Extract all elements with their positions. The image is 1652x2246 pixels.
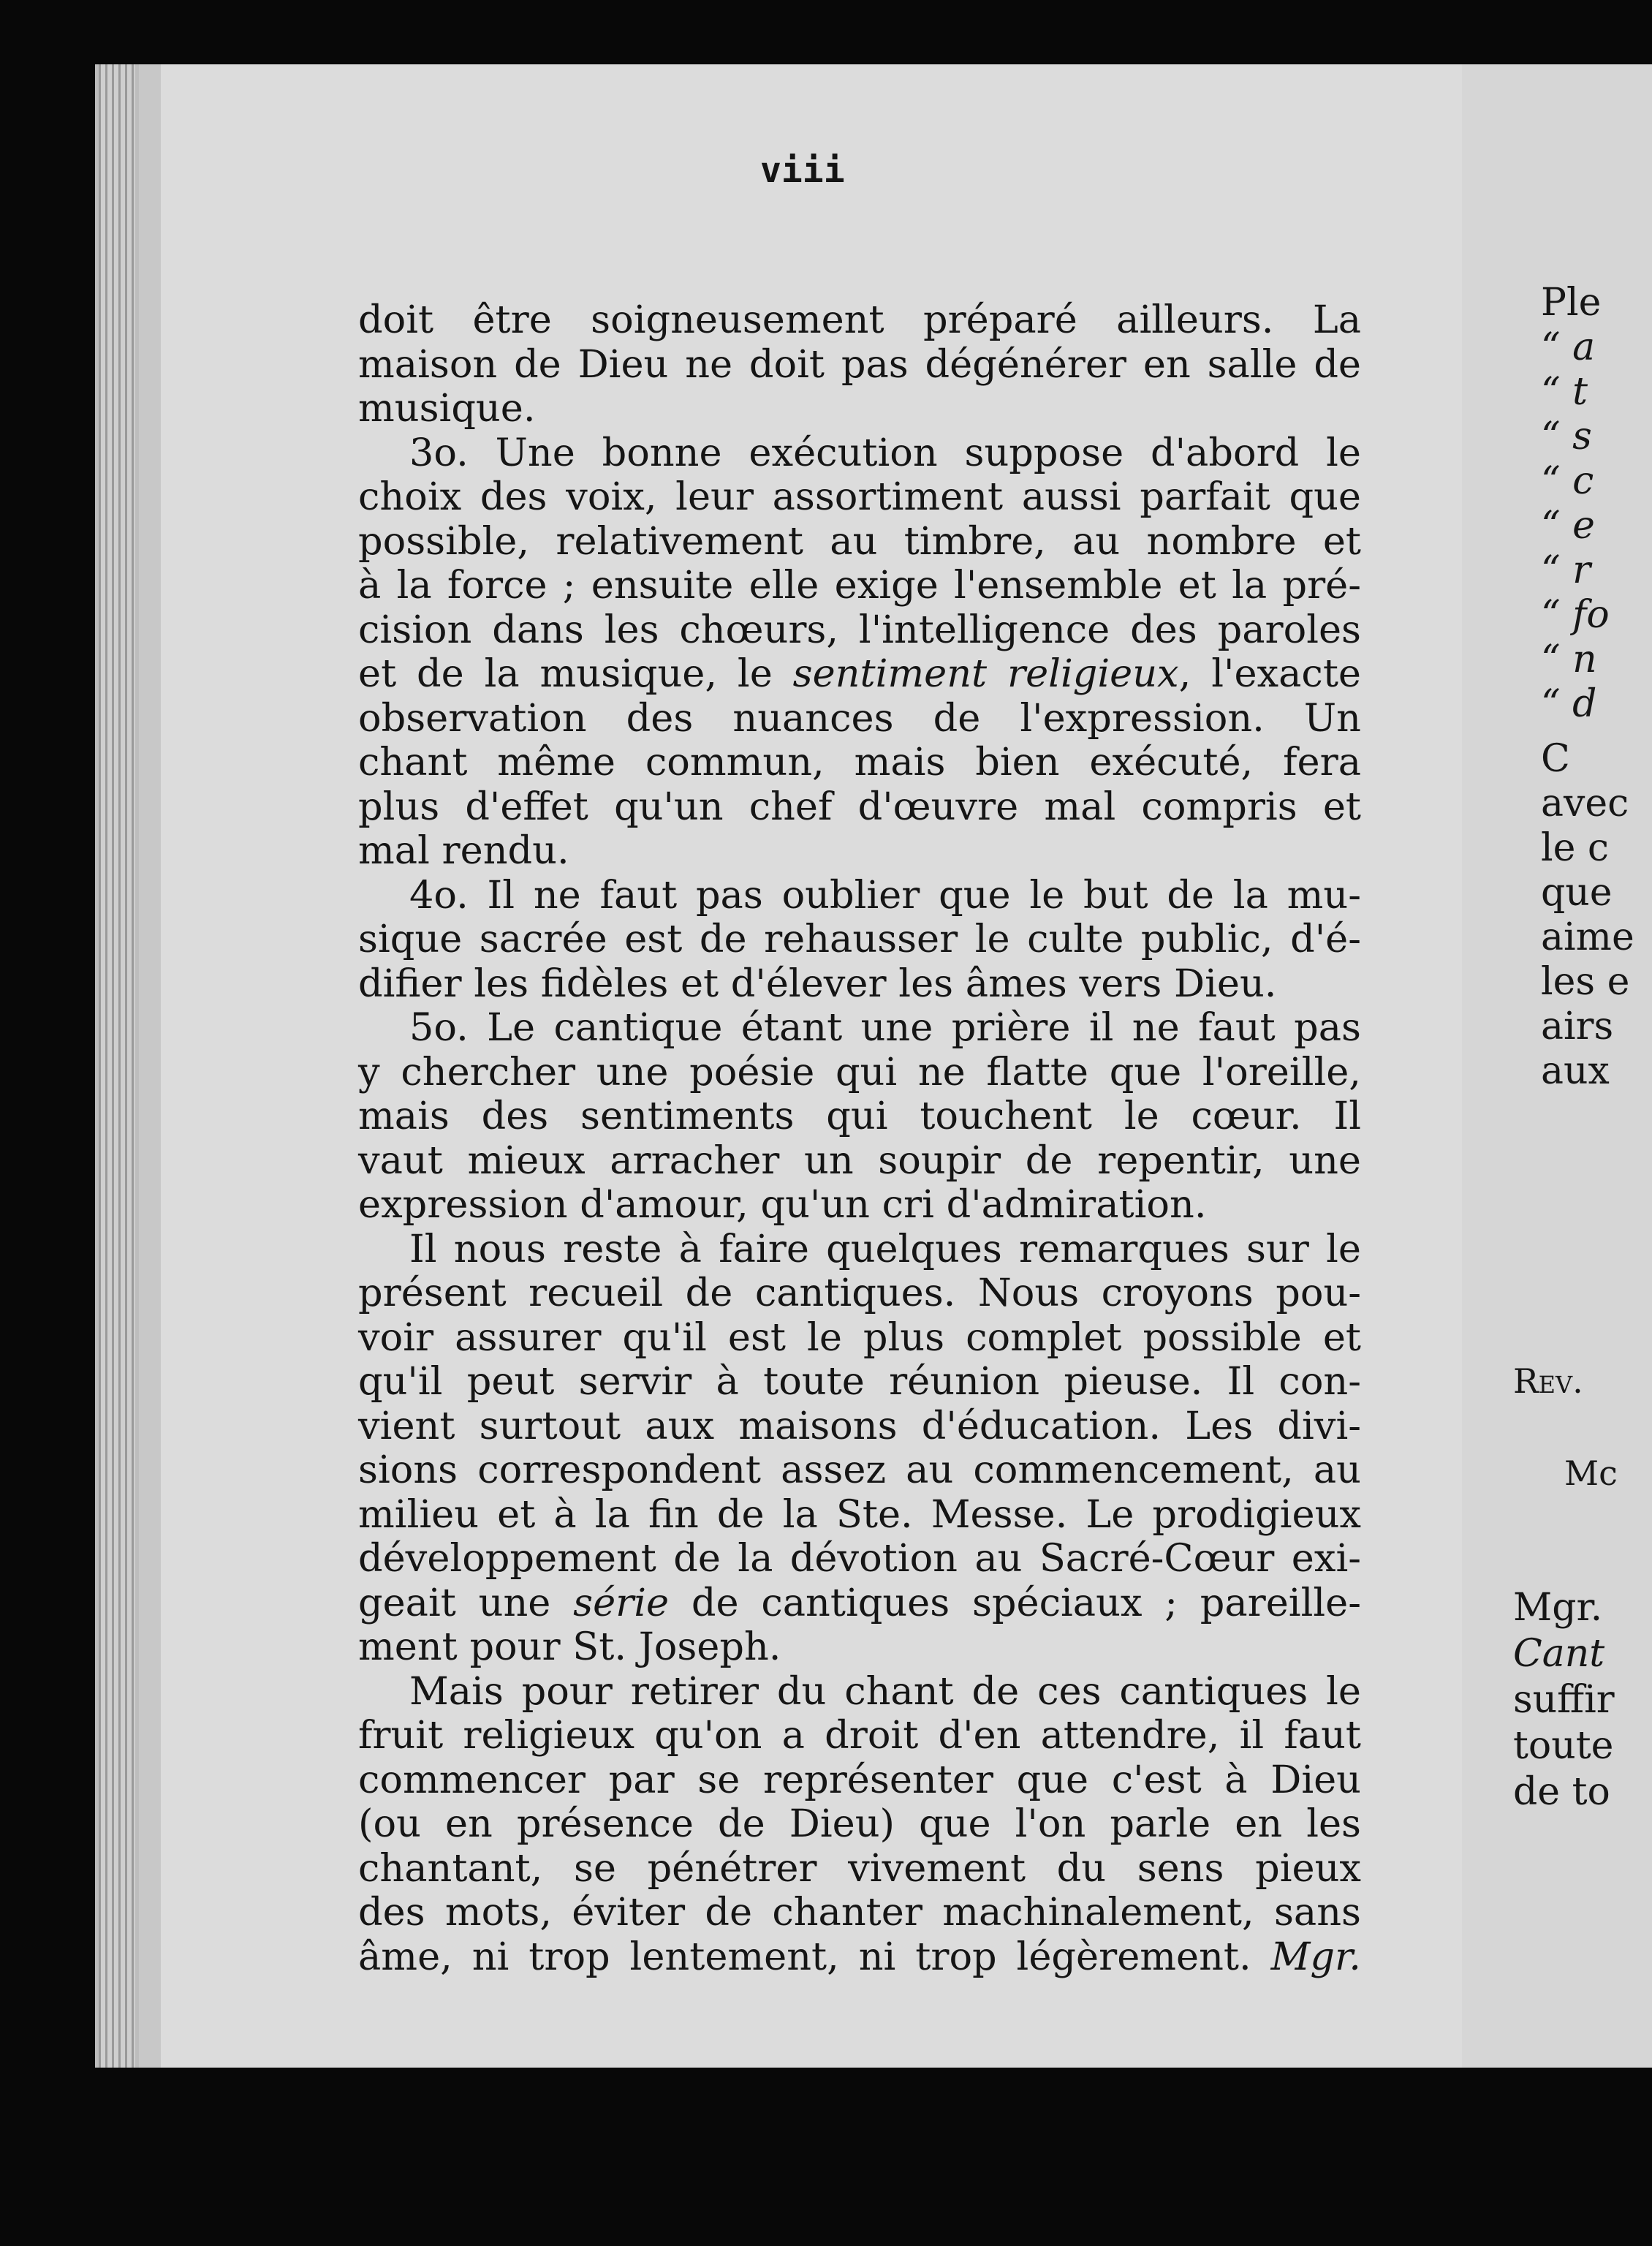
- right-page-bottom-lines: [1513, 1585, 1615, 1815]
- text-line: difier les fidèles et d'élever les âmes vers Dieu.: [358, 961, 1277, 1006]
- text-line: musique.: [358, 386, 536, 431]
- italic-phrase: série: [573, 1580, 670, 1625]
- right-page-line: avec: [1541, 782, 1629, 825]
- right-page-mc: Mc: [1564, 1453, 1618, 1493]
- text-line: commencer par se représenter que c'est à Dieu: [358, 1757, 1361, 1802]
- right-page-line: les e: [1541, 960, 1630, 1004]
- text-line: fruit religieux qu'on a droit d'en attendre, il faut: [358, 1713, 1361, 1758]
- right-page-line: C: [1541, 737, 1570, 781]
- text-line: Il nous reste à faire quelques remarques sur le: [409, 1226, 1361, 1271]
- text-line: voir assurer qu'il est le plus complet possible et: [358, 1315, 1361, 1360]
- right-page-line: le c: [1541, 826, 1610, 870]
- text-line: développement de la dévotion au Sacré-Cœur exi-: [358, 1536, 1361, 1581]
- text-line: 4o. Il ne faut pas oublier que le but de la mu-: [409, 872, 1361, 918]
- page-edge-lines: [99, 64, 135, 2068]
- right-page-line: “ fo: [1541, 593, 1610, 637]
- right-page-line: suffir: [1513, 1678, 1615, 1722]
- right-page-line: de to: [1513, 1770, 1610, 1814]
- text-line: des mots, éviter de chanter machinalement, sans: [358, 1890, 1361, 1935]
- text-line: et de la musique, le sentiment religieux, l'exacte: [358, 651, 1361, 696]
- right-page-line: toute: [1513, 1724, 1614, 1768]
- text-line: sions correspondent assez au commencement, au: [358, 1448, 1361, 1492]
- text-line: expression d'amour, qu'un cri d'admiration.: [358, 1182, 1207, 1227]
- italic-phrase: Mgr.: [1270, 1934, 1361, 1979]
- right-page-rev: Rev.: [1513, 1361, 1583, 1401]
- right-page-line: “ e: [1541, 504, 1595, 548]
- text-line: (ou en présence de Dieu) que l'on parle en les: [358, 1801, 1361, 1846]
- right-page-line: Cant: [1513, 1632, 1605, 1676]
- right-page-line: “ c: [1541, 459, 1594, 503]
- text-line: plus d'effet qu'un chef d'œuvre mal compris et: [358, 784, 1361, 829]
- text-line: sique sacrée est de rehausser le culte public, d'é-: [358, 917, 1361, 961]
- text-line: 5o. Le cantique étant une prière il ne faut pas: [409, 1005, 1361, 1050]
- text-line: vient surtout aux maisons d'éducation. Les divi-: [358, 1403, 1361, 1448]
- text-line: 3o. Une bonne exécution suppose d'abord le: [409, 430, 1361, 475]
- text-line: mais des sentiments qui touchent le cœur. Il: [358, 1094, 1361, 1138]
- text-line: geait une série de cantiques spéciaux ; pareille-: [358, 1580, 1361, 1625]
- text-line: observation des nuances de l'expression. Un: [358, 695, 1361, 741]
- text-line: présent recueil de cantiques. Nous croyons pou-: [358, 1271, 1361, 1315]
- text-line: à la force ; ensuite elle exige l'ensemble et la pré-: [358, 563, 1361, 608]
- right-page-line: “ t: [1541, 370, 1588, 414]
- text-line: Mais pour retirer du chant de ces cantiques le: [409, 1668, 1361, 1714]
- text-line: maison de Dieu ne doit pas dégénérer en salle de: [358, 341, 1361, 387]
- right-page-line: airs: [1541, 1005, 1614, 1048]
- text-line: qu'il peut servir à toute réunion pieuse. Il con-: [358, 1359, 1361, 1404]
- right-page-line: que: [1541, 871, 1613, 915]
- right-page-line: “ s: [1541, 415, 1592, 458]
- right-page-line: “ a: [1541, 325, 1596, 369]
- text-line: âme, ni trop lentement, ni trop légèrement. Mgr.: [358, 1934, 1361, 1979]
- text-line: cision dans les chœurs, l'intelligence des paroles: [358, 607, 1361, 652]
- text-line: milieu et à la fin de la Ste. Messe. Le prodigieux: [358, 1491, 1361, 1537]
- italic-phrase: sentiment religieux: [792, 651, 1179, 696]
- text-line: ment pour St. Joseph.: [358, 1625, 781, 1669]
- text-line: vaut mieux arracher un soupir de repentir, une: [358, 1138, 1361, 1183]
- page-folio: viii: [760, 150, 845, 191]
- text-line: chantant, se pénétrer vivement du sens pieux: [358, 1845, 1361, 1891]
- right-page-quote-lines: [1541, 281, 1610, 727]
- text-line: doit être soigneusement préparé ailleurs. La: [358, 298, 1361, 342]
- right-page-line: aime: [1541, 915, 1634, 959]
- right-page-line: “ r: [1541, 548, 1591, 592]
- text-line: choix des voix, leur assortiment aussi parfait que: [358, 474, 1361, 519]
- right-page-line: aux: [1541, 1049, 1610, 1093]
- right-page-line: Mgr.: [1513, 1586, 1603, 1630]
- right-page-line: Ple: [1541, 281, 1602, 325]
- text-line: y chercher une poésie qui ne flatte que l'oreille,: [358, 1049, 1361, 1094]
- text-line: chant même commun, mais bien exécuté, fera: [358, 740, 1361, 784]
- right-page-line: “ d: [1541, 682, 1597, 726]
- right-page-lower-lines: [1541, 737, 1634, 1094]
- text-line: mal rendu.: [358, 828, 569, 873]
- right-page-line: “ n: [1541, 638, 1597, 681]
- body-text: [358, 298, 1361, 1979]
- text-line: possible, relativement au timbre, au nombre et: [358, 518, 1361, 564]
